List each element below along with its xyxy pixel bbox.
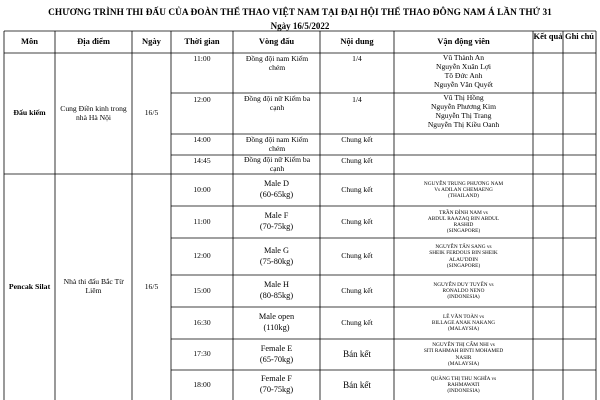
- athlete-name: Nguyễn Thị Trang: [435, 111, 492, 121]
- event-name: Male G: [263, 245, 290, 255]
- pencak-content: Chung kết: [341, 317, 373, 327]
- athlete-line: RAHMAWATI: [447, 381, 480, 388]
- athlete-line: BILLAGE ANAK NAKANG: [431, 319, 496, 326]
- fencing-event: Đồng đội nữ Kiếm ba cạnh: [243, 93, 311, 112]
- fencing-time: 14:45: [193, 155, 211, 165]
- fencing-time: 12:00: [193, 94, 211, 104]
- header-note: Ghi chú: [564, 31, 595, 41]
- athlete-name: Nguyễn Xuân Lợi: [435, 62, 492, 72]
- pencak-content: Chung kết: [341, 251, 373, 261]
- pencak-content: Bán kết: [343, 379, 371, 390]
- athlete-line: (MALAYSIA): [448, 326, 479, 333]
- athlete-line: LÊ VĂN TOÀN vs: [442, 313, 485, 320]
- fencing-venue: Cung Điền kinh trong nhà Hà Nội: [60, 103, 127, 122]
- athlete-line: (INDONESIA): [447, 388, 480, 395]
- fencing-athletes: [394, 53, 533, 93]
- athlete-line: RONALDO NENO: [442, 287, 485, 294]
- pencak-athletes: [394, 275, 533, 307]
- pencak-time: 18:00: [193, 379, 211, 389]
- fencing-content: Chung kết: [341, 155, 373, 165]
- pencak-event: [233, 238, 320, 275]
- header-venue: Địa điểm: [77, 36, 110, 47]
- athlete-line: QUÀNG THỊ THU NGHĨA vs: [430, 375, 497, 382]
- athlete-line: (SINGAPORE): [446, 262, 481, 269]
- event-weight: (70-75kg): [259, 385, 294, 394]
- pencak-time: 16:30: [193, 317, 211, 327]
- fencing-athletes: [394, 93, 533, 134]
- event-weight: (110kg): [263, 323, 290, 332]
- pencak-time: 10:00: [193, 184, 211, 194]
- fencing-sport: Đấu kiếm: [13, 108, 46, 118]
- pencak-sport: Pencak Silat: [8, 281, 51, 291]
- athlete-line: NASIR: [455, 354, 472, 361]
- header-sport: Môn: [21, 36, 38, 47]
- pencak-time: 11:00: [193, 216, 211, 226]
- event-name: Male open: [258, 312, 295, 322]
- athlete-line: (INDONESIA): [447, 294, 480, 301]
- pencak-time: 12:00: [193, 251, 211, 261]
- event-name: Male D: [263, 179, 290, 189]
- pencak-athletes: [394, 307, 533, 339]
- athlete-line: NGUYỄN DUY TUYẾN vs: [433, 281, 494, 288]
- header-athletes: Vận động viên: [437, 36, 490, 47]
- athlete-line: ABDUL RAAZAQ BIN ABDUL: [427, 215, 500, 222]
- header-result: Kết quả: [533, 31, 563, 41]
- header-round: Vòng đấu: [258, 36, 295, 47]
- pencak-content: Chung kết: [341, 216, 373, 226]
- athlete-name: Nguyễn Văn Quyết: [434, 80, 493, 90]
- pencak-athletes: [394, 370, 533, 400]
- fencing-content: 1/4: [352, 94, 362, 104]
- event-name: Female F: [260, 374, 293, 384]
- fencing-content: 1/4: [352, 54, 362, 64]
- event-weight: (75-80kg): [259, 256, 294, 266]
- athlete-line: ALAU'DDIN: [449, 256, 478, 263]
- pencak-day: 16/5: [144, 281, 159, 291]
- athlete-name: Vũ Thị Hồng: [443, 93, 484, 102]
- event-name: Male H: [263, 280, 290, 290]
- pencak-event: [233, 174, 320, 206]
- athlete-line: (THAILAND): [448, 193, 479, 200]
- pencak-event: [233, 339, 320, 370]
- header-content: Nội dung: [340, 36, 374, 47]
- athlete-line: NGUYỄN THỊ CẨM NHI vs: [432, 342, 495, 349]
- pencak-athletes: [394, 339, 533, 370]
- fencing-event: Đồng đội nam Kiếm chém: [245, 53, 309, 72]
- pencak-athletes: [394, 174, 533, 206]
- athlete-line: RASHID: [453, 222, 474, 228]
- pencak-event: [233, 206, 320, 238]
- event-weight: (70-75kg): [259, 222, 294, 231]
- document-title: CHƯƠNG TRÌNH THI ĐẤU CỦA ĐOÀN THỂ THAO VIỆT NAM TẠI ĐẠI HỘI THỂ THAO ĐÔNG NAM Á LẦN THỨ 31: [48, 8, 552, 18]
- document-date: Ngày 16/5/2022: [270, 21, 330, 31]
- pencak-content: Chung kết: [341, 184, 373, 194]
- athlete-line: (SINGAPORE): [446, 228, 481, 235]
- pencak-event: [233, 307, 320, 339]
- athlete-line: TRẦN ĐÌNH NAM vs: [439, 209, 488, 216]
- fencing-time: 11:00: [193, 54, 211, 64]
- fencing-event: Đồng đội nam Kiếm chém: [245, 134, 309, 153]
- fencing-content: Chung kết: [341, 135, 373, 145]
- pencak-time: 17:30: [193, 349, 211, 359]
- pencak-content: Chung kết: [341, 285, 373, 295]
- header-time: Thời gian: [184, 36, 220, 47]
- pencak-event: [233, 275, 320, 307]
- athlete-line: NGUYỄN TRUNG PHƯƠNG NAM: [423, 180, 504, 187]
- athlete-line: SHEIK FERDOUS BIN SHEIK: [429, 250, 498, 257]
- event-weight: (60-65kg): [259, 190, 294, 199]
- fencing-time: 14:00: [193, 135, 211, 145]
- event-weight: (65-70kg): [259, 354, 294, 364]
- header-day: Ngày: [142, 36, 161, 47]
- event-name: Female E: [260, 343, 293, 353]
- pencak-athletes: [394, 206, 533, 238]
- event-weight: (80-85kg): [259, 291, 294, 300]
- athlete-line: (MALAYSIA): [448, 360, 479, 367]
- athlete-name: Nguyễn Thị Kiều Oanh: [427, 120, 500, 130]
- athlete-name: Nguyễn Phương Kim: [430, 102, 497, 112]
- athlete-name: Tô Đức Anh: [444, 71, 483, 81]
- pencak-athletes: [394, 238, 533, 275]
- athlete-name: Vũ Thành An: [442, 53, 485, 62]
- event-name: Male F: [264, 211, 289, 221]
- athlete-line: NGUYỄN TẤN SANG vs: [435, 244, 492, 251]
- fencing-event: Đồng đội nữ Kiếm ba cạnh: [243, 154, 311, 173]
- pencak-content: Bán kết: [343, 349, 371, 360]
- pencak-time: 15:00: [193, 285, 211, 295]
- pencak-event: [233, 370, 320, 400]
- fencing-day: 16/5: [144, 108, 159, 118]
- athlete-line: Vs ADILAN CHEMAENG: [434, 186, 493, 193]
- pencak-venue: Nhà thi đấu Bắc Từ Liêm: [63, 277, 124, 295]
- athlete-line: SITI RAHMAH BINTI MOHAMED: [423, 348, 504, 355]
